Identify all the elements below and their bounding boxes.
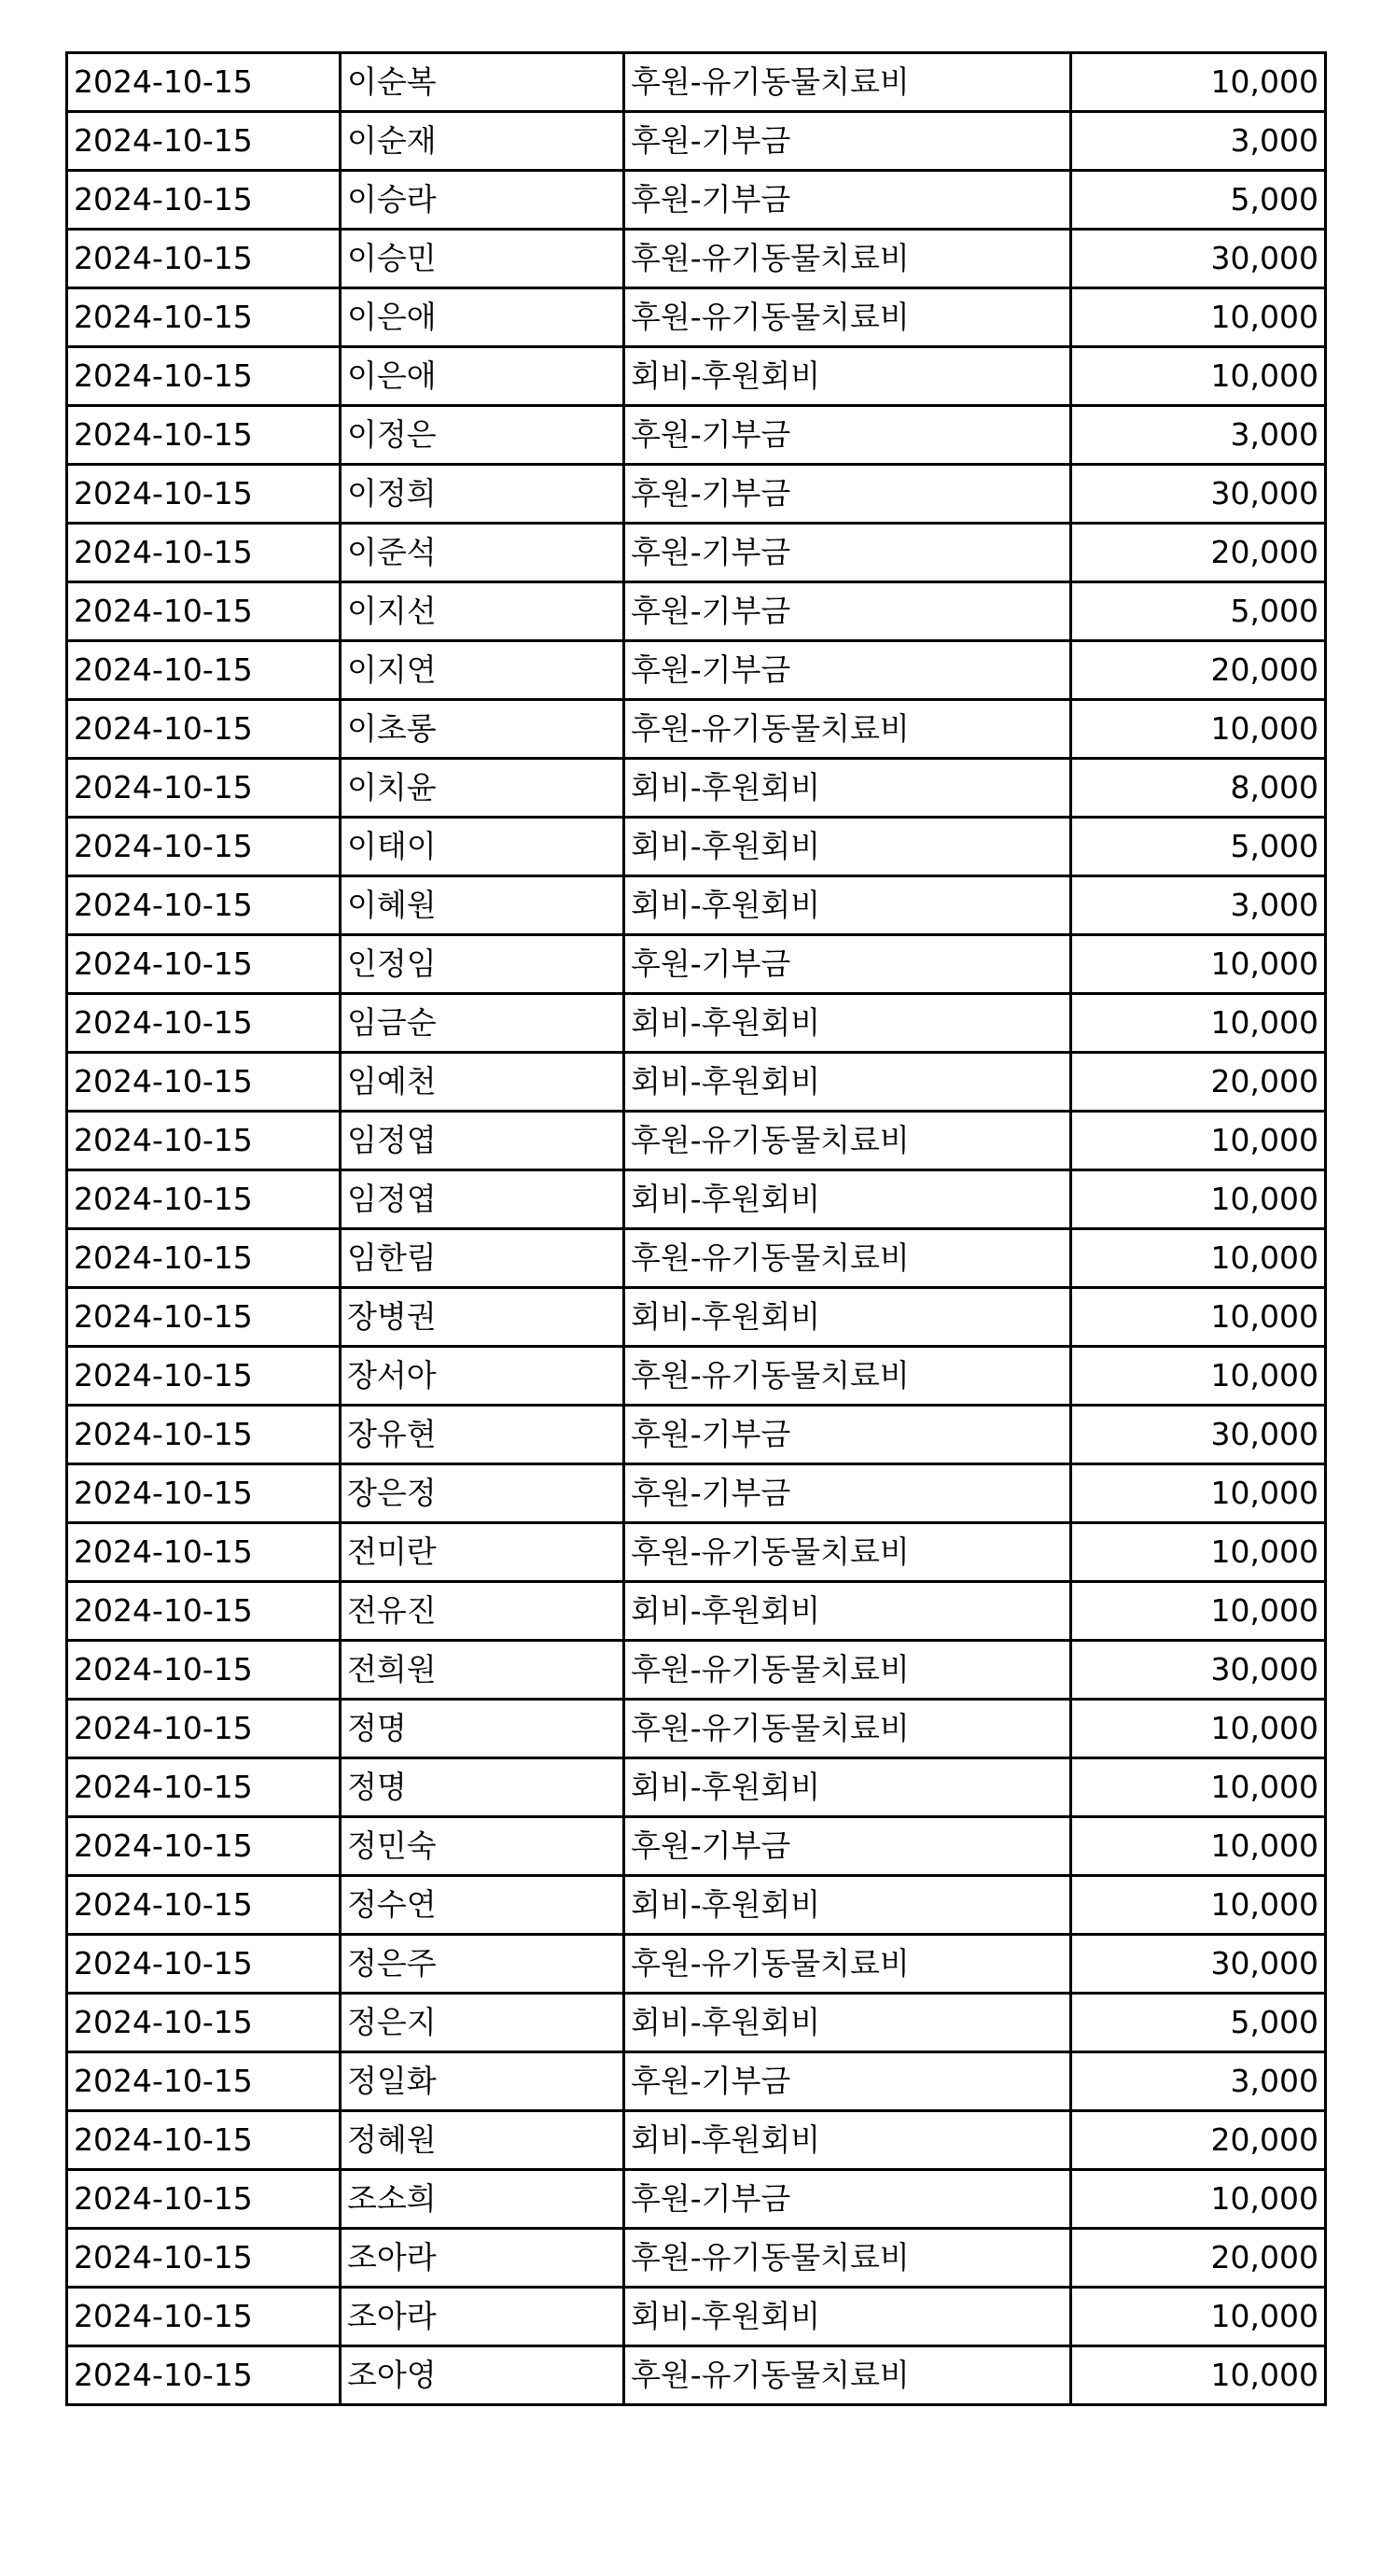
amount-cell: 30,000 bbox=[1071, 1935, 1326, 1994]
name-cell: 정일화 bbox=[341, 2052, 624, 2111]
amount-cell: 10,000 bbox=[1071, 1876, 1326, 1935]
date-cell: 2024-10-15 bbox=[67, 2170, 341, 2229]
table-row bbox=[67, 1817, 1326, 1876]
table-row bbox=[67, 641, 1326, 700]
name-cell: 인정임 bbox=[341, 935, 624, 994]
date-cell: 2024-10-15 bbox=[67, 2111, 341, 2170]
date-cell: 2024-10-15 bbox=[67, 2229, 341, 2288]
item-cell: 회비-후원회비 bbox=[624, 1170, 1071, 1229]
amount-cell: 10,000 bbox=[1071, 1229, 1326, 1288]
date-cell: 2024-10-15 bbox=[67, 1112, 341, 1170]
date-cell: 2024-10-15 bbox=[67, 1229, 341, 1288]
item-cell: 후원-기부금 bbox=[624, 2170, 1071, 2229]
table-row bbox=[67, 759, 1326, 818]
item-cell: 회비-후원회비 bbox=[624, 759, 1071, 818]
table-row bbox=[67, 1406, 1326, 1464]
item-cell: 후원-기부금 bbox=[624, 641, 1071, 700]
amount-cell: 10,000 bbox=[1071, 1817, 1326, 1876]
name-cell: 이순재 bbox=[341, 112, 624, 171]
item-cell: 회비-후원회비 bbox=[624, 2111, 1071, 2170]
amount-cell: 10,000 bbox=[1071, 1170, 1326, 1229]
table-row bbox=[67, 994, 1326, 1053]
date-cell: 2024-10-15 bbox=[67, 1053, 341, 1112]
item-cell: 회비-후원회비 bbox=[624, 994, 1071, 1053]
name-cell: 정은지 bbox=[341, 1994, 624, 2052]
table-row bbox=[67, 582, 1326, 641]
date-cell: 2024-10-15 bbox=[67, 1935, 341, 1994]
item-cell: 회비-후원회비 bbox=[624, 1288, 1071, 1347]
amount-cell: 20,000 bbox=[1071, 2111, 1326, 2170]
item-cell: 후원-유기동물치료비 bbox=[624, 53, 1071, 112]
amount-cell: 10,000 bbox=[1071, 1464, 1326, 1523]
table-row bbox=[67, 1170, 1326, 1229]
date-cell: 2024-10-15 bbox=[67, 524, 341, 582]
item-cell: 후원-유기동물치료비 bbox=[624, 1523, 1071, 1582]
item-cell: 후원-기부금 bbox=[624, 112, 1071, 171]
amount-cell: 30,000 bbox=[1071, 1641, 1326, 1700]
amount-cell: 10,000 bbox=[1071, 53, 1326, 112]
name-cell: 정민숙 bbox=[341, 1817, 624, 1876]
date-cell: 2024-10-15 bbox=[67, 1347, 341, 1406]
item-cell: 후원-유기동물치료비 bbox=[624, 1112, 1071, 1170]
date-cell: 2024-10-15 bbox=[67, 1288, 341, 1347]
table-row bbox=[67, 1347, 1326, 1406]
ledger-body bbox=[67, 53, 1326, 2405]
date-cell: 2024-10-15 bbox=[67, 1464, 341, 1523]
amount-cell: 10,000 bbox=[1071, 288, 1326, 347]
item-cell: 후원-유기동물치료비 bbox=[624, 1935, 1071, 1994]
date-cell: 2024-10-15 bbox=[67, 994, 341, 1053]
name-cell: 장은정 bbox=[341, 1464, 624, 1523]
amount-cell: 3,000 bbox=[1071, 406, 1326, 465]
table-row bbox=[67, 465, 1326, 524]
item-cell: 후원-유기동물치료비 bbox=[624, 230, 1071, 288]
date-cell: 2024-10-15 bbox=[67, 876, 341, 935]
amount-cell: 20,000 bbox=[1071, 524, 1326, 582]
table-row bbox=[67, 1935, 1326, 1994]
table-row bbox=[67, 1229, 1326, 1288]
date-cell: 2024-10-15 bbox=[67, 112, 341, 171]
date-cell: 2024-10-15 bbox=[67, 1700, 341, 1758]
date-cell: 2024-10-15 bbox=[67, 818, 341, 876]
item-cell: 후원-유기동물치료비 bbox=[624, 2229, 1071, 2288]
amount-cell: 3,000 bbox=[1071, 2052, 1326, 2111]
item-cell: 후원-기부금 bbox=[624, 524, 1071, 582]
date-cell: 2024-10-15 bbox=[67, 1406, 341, 1464]
date-cell: 2024-10-15 bbox=[67, 2346, 341, 2405]
table-row bbox=[67, 2111, 1326, 2170]
date-cell: 2024-10-15 bbox=[67, 2288, 341, 2346]
amount-cell: 20,000 bbox=[1071, 2229, 1326, 2288]
name-cell: 정명 bbox=[341, 1758, 624, 1817]
item-cell: 후원-기부금 bbox=[624, 406, 1071, 465]
item-cell: 회비-후원회비 bbox=[624, 818, 1071, 876]
item-cell: 후원-유기동물치료비 bbox=[624, 1700, 1071, 1758]
table-row bbox=[67, 1876, 1326, 1935]
table-row bbox=[67, 288, 1326, 347]
amount-cell: 10,000 bbox=[1071, 2170, 1326, 2229]
item-cell: 회비-후원회비 bbox=[624, 1758, 1071, 1817]
table-row bbox=[67, 347, 1326, 406]
amount-cell: 10,000 bbox=[1071, 1758, 1326, 1817]
item-cell: 회비-후원회비 bbox=[624, 1876, 1071, 1935]
item-cell: 후원-유기동물치료비 bbox=[624, 288, 1071, 347]
amount-cell: 10,000 bbox=[1071, 1523, 1326, 1582]
name-cell: 이지연 bbox=[341, 641, 624, 700]
table-row bbox=[67, 1641, 1326, 1700]
name-cell: 장서아 bbox=[341, 1347, 624, 1406]
table-row bbox=[67, 818, 1326, 876]
date-cell: 2024-10-15 bbox=[67, 53, 341, 112]
date-cell: 2024-10-15 bbox=[67, 1170, 341, 1229]
item-cell: 회비-후원회비 bbox=[624, 876, 1071, 935]
item-cell: 회비-후원회비 bbox=[624, 1994, 1071, 2052]
name-cell: 이혜원 bbox=[341, 876, 624, 935]
date-cell: 2024-10-15 bbox=[67, 288, 341, 347]
item-cell: 후원-기부금 bbox=[624, 171, 1071, 230]
name-cell: 장병권 bbox=[341, 1288, 624, 1347]
amount-cell: 30,000 bbox=[1071, 465, 1326, 524]
name-cell: 임예천 bbox=[341, 1053, 624, 1112]
date-cell: 2024-10-15 bbox=[67, 1641, 341, 1700]
item-cell: 후원-기부금 bbox=[624, 1406, 1071, 1464]
date-cell: 2024-10-15 bbox=[67, 465, 341, 524]
date-cell: 2024-10-15 bbox=[67, 171, 341, 230]
name-cell: 임정엽 bbox=[341, 1170, 624, 1229]
item-cell: 후원-기부금 bbox=[624, 1817, 1071, 1876]
amount-cell: 3,000 bbox=[1071, 876, 1326, 935]
table-row bbox=[67, 112, 1326, 171]
name-cell: 정은주 bbox=[341, 1935, 624, 1994]
amount-cell: 20,000 bbox=[1071, 641, 1326, 700]
amount-cell: 10,000 bbox=[1071, 700, 1326, 759]
amount-cell: 5,000 bbox=[1071, 1994, 1326, 2052]
name-cell: 임한림 bbox=[341, 1229, 624, 1288]
amount-cell: 3,000 bbox=[1071, 112, 1326, 171]
name-cell: 전희원 bbox=[341, 1641, 624, 1700]
table-row bbox=[67, 1053, 1326, 1112]
date-cell: 2024-10-15 bbox=[67, 347, 341, 406]
name-cell: 전미란 bbox=[341, 1523, 624, 1582]
item-cell: 후원-유기동물치료비 bbox=[624, 700, 1071, 759]
date-cell: 2024-10-15 bbox=[67, 1523, 341, 1582]
amount-cell: 10,000 bbox=[1071, 935, 1326, 994]
date-cell: 2024-10-15 bbox=[67, 700, 341, 759]
date-cell: 2024-10-15 bbox=[67, 1994, 341, 2052]
item-cell: 회비-후원회비 bbox=[624, 1582, 1071, 1641]
item-cell: 후원-유기동물치료비 bbox=[624, 1641, 1071, 1700]
item-cell: 회비-후원회비 bbox=[624, 1053, 1071, 1112]
name-cell: 정수연 bbox=[341, 1876, 624, 1935]
amount-cell: 5,000 bbox=[1071, 582, 1326, 641]
amount-cell: 5,000 bbox=[1071, 818, 1326, 876]
table-row bbox=[67, 1994, 1326, 2052]
table-row bbox=[67, 230, 1326, 288]
name-cell: 정명 bbox=[341, 1700, 624, 1758]
name-cell: 이승라 bbox=[341, 171, 624, 230]
date-cell: 2024-10-15 bbox=[67, 406, 341, 465]
amount-cell: 8,000 bbox=[1071, 759, 1326, 818]
name-cell: 이치윤 bbox=[341, 759, 624, 818]
item-cell: 후원-기부금 bbox=[624, 582, 1071, 641]
name-cell: 조소희 bbox=[341, 2170, 624, 2229]
name-cell: 조아라 bbox=[341, 2288, 624, 2346]
date-cell: 2024-10-15 bbox=[67, 230, 341, 288]
table-row bbox=[67, 53, 1326, 112]
name-cell: 임금순 bbox=[341, 994, 624, 1053]
table-row bbox=[67, 1112, 1326, 1170]
name-cell: 이준석 bbox=[341, 524, 624, 582]
name-cell: 전유진 bbox=[341, 1582, 624, 1641]
name-cell: 이정희 bbox=[341, 465, 624, 524]
date-cell: 2024-10-15 bbox=[67, 1817, 341, 1876]
name-cell: 이지선 bbox=[341, 582, 624, 641]
table-row bbox=[67, 1758, 1326, 1817]
item-cell: 회비-후원회비 bbox=[624, 347, 1071, 406]
item-cell: 후원-유기동물치료비 bbox=[624, 1347, 1071, 1406]
item-cell: 후원-기부금 bbox=[624, 935, 1071, 994]
date-cell: 2024-10-15 bbox=[67, 759, 341, 818]
item-cell: 회비-후원회비 bbox=[624, 2288, 1071, 2346]
table-row bbox=[67, 2170, 1326, 2229]
table-row bbox=[67, 2346, 1326, 2405]
date-cell: 2024-10-15 bbox=[67, 935, 341, 994]
date-cell: 2024-10-15 bbox=[67, 1758, 341, 1817]
name-cell: 정혜원 bbox=[341, 2111, 624, 2170]
name-cell: 이초롱 bbox=[341, 700, 624, 759]
table-row bbox=[67, 171, 1326, 230]
date-cell: 2024-10-15 bbox=[67, 1582, 341, 1641]
table-row bbox=[67, 1582, 1326, 1641]
amount-cell: 10,000 bbox=[1071, 1582, 1326, 1641]
name-cell: 장유현 bbox=[341, 1406, 624, 1464]
amount-cell: 10,000 bbox=[1071, 1700, 1326, 1758]
item-cell: 후원-기부금 bbox=[624, 2052, 1071, 2111]
table-row bbox=[67, 1523, 1326, 1582]
name-cell: 이순복 bbox=[341, 53, 624, 112]
date-cell: 2024-10-15 bbox=[67, 1876, 341, 1935]
table-row bbox=[67, 2288, 1326, 2346]
name-cell: 이승민 bbox=[341, 230, 624, 288]
amount-cell: 10,000 bbox=[1071, 994, 1326, 1053]
date-cell: 2024-10-15 bbox=[67, 641, 341, 700]
amount-cell: 20,000 bbox=[1071, 1053, 1326, 1112]
amount-cell: 5,000 bbox=[1071, 171, 1326, 230]
amount-cell: 10,000 bbox=[1071, 1112, 1326, 1170]
item-cell: 후원-기부금 bbox=[624, 1464, 1071, 1523]
table-row bbox=[67, 1288, 1326, 1347]
name-cell: 임정엽 bbox=[341, 1112, 624, 1170]
table-row bbox=[67, 524, 1326, 582]
amount-cell: 10,000 bbox=[1071, 2288, 1326, 2346]
item-cell: 후원-유기동물치료비 bbox=[624, 2346, 1071, 2405]
item-cell: 후원-기부금 bbox=[624, 465, 1071, 524]
amount-cell: 10,000 bbox=[1071, 2346, 1326, 2405]
name-cell: 이태이 bbox=[341, 818, 624, 876]
name-cell: 이은애 bbox=[341, 288, 624, 347]
table-row bbox=[67, 1464, 1326, 1523]
amount-cell: 10,000 bbox=[1071, 347, 1326, 406]
donation-ledger-table bbox=[65, 51, 1327, 2406]
table-row bbox=[67, 2229, 1326, 2288]
item-cell: 후원-유기동물치료비 bbox=[624, 1229, 1071, 1288]
table-row bbox=[67, 876, 1326, 935]
date-cell: 2024-10-15 bbox=[67, 2052, 341, 2111]
amount-cell: 10,000 bbox=[1071, 1288, 1326, 1347]
date-cell: 2024-10-15 bbox=[67, 582, 341, 641]
name-cell: 이은애 bbox=[341, 347, 624, 406]
name-cell: 이정은 bbox=[341, 406, 624, 465]
amount-cell: 10,000 bbox=[1071, 1347, 1326, 1406]
amount-cell: 30,000 bbox=[1071, 1406, 1326, 1464]
name-cell: 조아영 bbox=[341, 2346, 624, 2405]
amount-cell: 30,000 bbox=[1071, 230, 1326, 288]
table-row bbox=[67, 406, 1326, 465]
table-row bbox=[67, 935, 1326, 994]
table-row bbox=[67, 1700, 1326, 1758]
table-row bbox=[67, 700, 1326, 759]
name-cell: 조아라 bbox=[341, 2229, 624, 2288]
table-row bbox=[67, 2052, 1326, 2111]
